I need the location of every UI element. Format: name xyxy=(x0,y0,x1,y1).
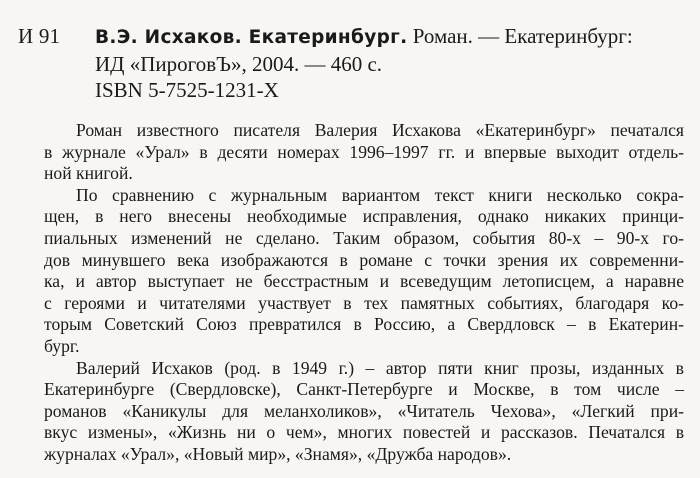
text-line: ной книгой. xyxy=(44,163,133,184)
text-line: бург. xyxy=(44,335,80,356)
text-line: щен, в него внесены необходимые исправления, однако никаких принци- xyxy=(44,206,684,227)
genre-place: Роман. — Екатеринбург: xyxy=(407,24,633,48)
text-line: с героями и читателями участвует в тех памятных событиях, благодаря ко- xyxy=(44,292,684,313)
paragraph-1 xyxy=(44,120,684,185)
text-line: пиальных изменений не сделано. Таким образом, события 80-х – 90-х го- xyxy=(44,227,684,248)
catalog-index: И 91 xyxy=(18,24,61,48)
isbn-line: ISBN 5-7525-1231-Х xyxy=(95,78,279,102)
publisher-line: ИД «ПироговЪ», 2004. — 460 с. xyxy=(95,52,383,76)
text-line: ка, и автор выступает не бесстрастным и всеведущим летописцем, а наравне xyxy=(44,271,684,292)
text-line: дов минувшего века изображаются в романе с точки зрения их современни- xyxy=(44,249,684,270)
text-line: торым Советский Союз превратился в Россию, а Свердловск – в Екатерин- xyxy=(44,314,684,335)
text-line: Валерий Исхаков (род. в 1949 г.) – автор пяти книг прозы, изданных в xyxy=(76,357,684,378)
header-line-1 xyxy=(95,23,685,51)
paragraph-3 xyxy=(44,358,684,466)
text-line: романов «Каникулы для меланхоликов», «Читатель Чехова», «Легкий при- xyxy=(44,400,684,421)
text-line: Екатеринбурге (Свердловске), Санкт-Петербурге и Москве, в том числе – xyxy=(44,379,684,400)
bibliographic-header xyxy=(95,23,685,103)
text-line: По сравнению с журнальным вариантом текст книги несколько сокра- xyxy=(76,184,684,205)
annotation-text xyxy=(44,120,684,466)
text-line: в журнале «Урал» в десяти номерах 1996–1997 гг. и впервые выходит отдель- xyxy=(44,141,684,162)
author-title: В.Э. Исхаков. Екатеринбург. xyxy=(95,27,408,48)
text-line: вкус измены», «Жизнь ни о чем», многих повестей и рассказов. Печатался в xyxy=(44,422,684,443)
text-line: Роман известного писателя Валерия Исхакова «Екатеринбург» печатался xyxy=(76,120,684,140)
paragraph-2 xyxy=(44,185,684,358)
text-line: журналах «Урал», «Новый мир», «Знамя», «Дружба народов». xyxy=(44,443,512,464)
